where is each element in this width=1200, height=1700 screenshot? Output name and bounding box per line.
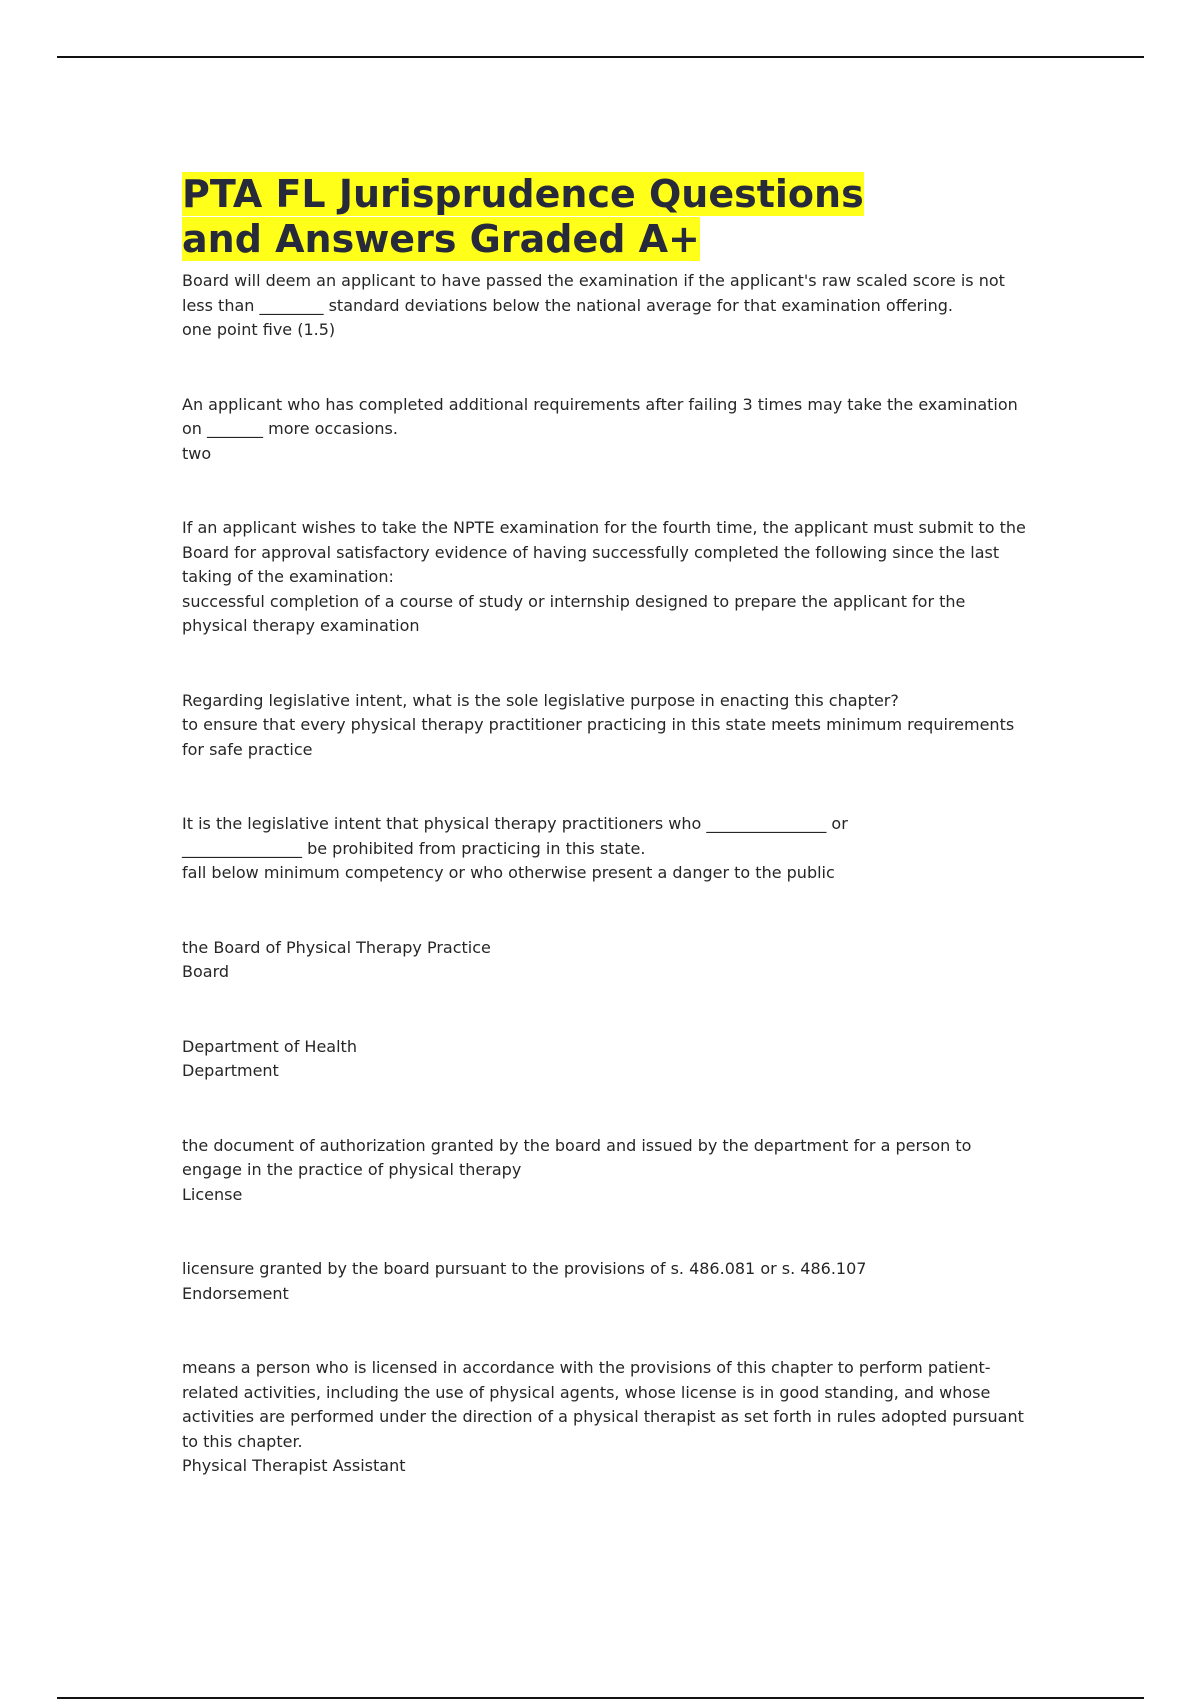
answer-text: Physical Therapist Assistant: [182, 1456, 406, 1475]
question-text: licensure granted by the board pursuant to the provisions of s. 486.081 or s. 486.107: [182, 1259, 867, 1278]
title-line-1: PTA FL Jurisprudence Questions: [182, 172, 864, 216]
answer-text: Board: [182, 962, 230, 981]
qa-item: [182, 516, 1032, 639]
bottom-rule: [57, 1697, 1144, 1699]
answer-text: successful completion of a course of study or internship designed to prepare the applicant for the physical therapy examination: [182, 591, 966, 635]
top-rule: [57, 56, 1144, 58]
question-text: Regarding legislative intent, what is the sole legislative purpose in enacting this chapter?: [182, 690, 899, 710]
title-line-2: and Answers Graded A+: [182, 217, 700, 261]
qa-item: [182, 1356, 1032, 1479]
question-text: Department of Health: [182, 1036, 357, 1056]
answer-text: two: [182, 443, 212, 463]
qa-item: [182, 1257, 1032, 1306]
qa-item: [182, 689, 1032, 763]
question-text: means a person who is licensed in accordance with the provisions of this chapter to perform patient-related activities, including the use of physical agents, whose license is in good standing, and whose activities are performed under the direction of a physical therapist as set forth in rules adopted pursuant to this chapter.: [182, 1358, 1024, 1451]
document-title: [182, 172, 1032, 262]
qa-item: [182, 812, 1032, 886]
qa-item: [182, 393, 1032, 467]
question-text: If an applicant wishes to take the NPTE examination for the fourth time, the applicant must submit to the Board for approval satisfactory evidence of having successfully completed the following since the last taking of the examination:: [182, 518, 1026, 586]
answer-text: to ensure that every physical therapy practitioner practicing in this state meets minimum requirements for safe practice: [182, 715, 1015, 759]
question-text: Board will deem an applicant to have passed the examination if the applicant's raw scaled score is not less than ________ standard deviations below the national average for that examination offering.: [182, 271, 1005, 315]
answer-text: License: [182, 1184, 243, 1204]
qa-item: [182, 269, 1032, 343]
question-text: An applicant who has completed additional requirements after failing 3 times may take the examination on _______ more occasions.: [182, 394, 1018, 438]
question-text: the document of authorization granted by the board and issued by the department for a person to engage in the practice of physical therapy: [182, 1135, 972, 1179]
answer-text: one point five (1.5): [182, 320, 336, 339]
qa-item: [182, 1134, 1032, 1208]
qa-item: [182, 1035, 1032, 1084]
qa-list: [182, 269, 1032, 1479]
qa-item: [182, 936, 1032, 985]
question-text: the Board of Physical Therapy Practice: [182, 937, 491, 957]
answer-text: Endorsement: [182, 1283, 289, 1303]
document-body: [182, 172, 1032, 1529]
answer-text: fall below minimum competency or who otherwise present a danger to the public: [182, 863, 835, 882]
question-text: It is the legislative intent that physical therapy practitioners who _______________ or _______________ be prohibited from practicing in this state.: [182, 814, 848, 858]
answer-text: Department: [182, 1061, 279, 1080]
